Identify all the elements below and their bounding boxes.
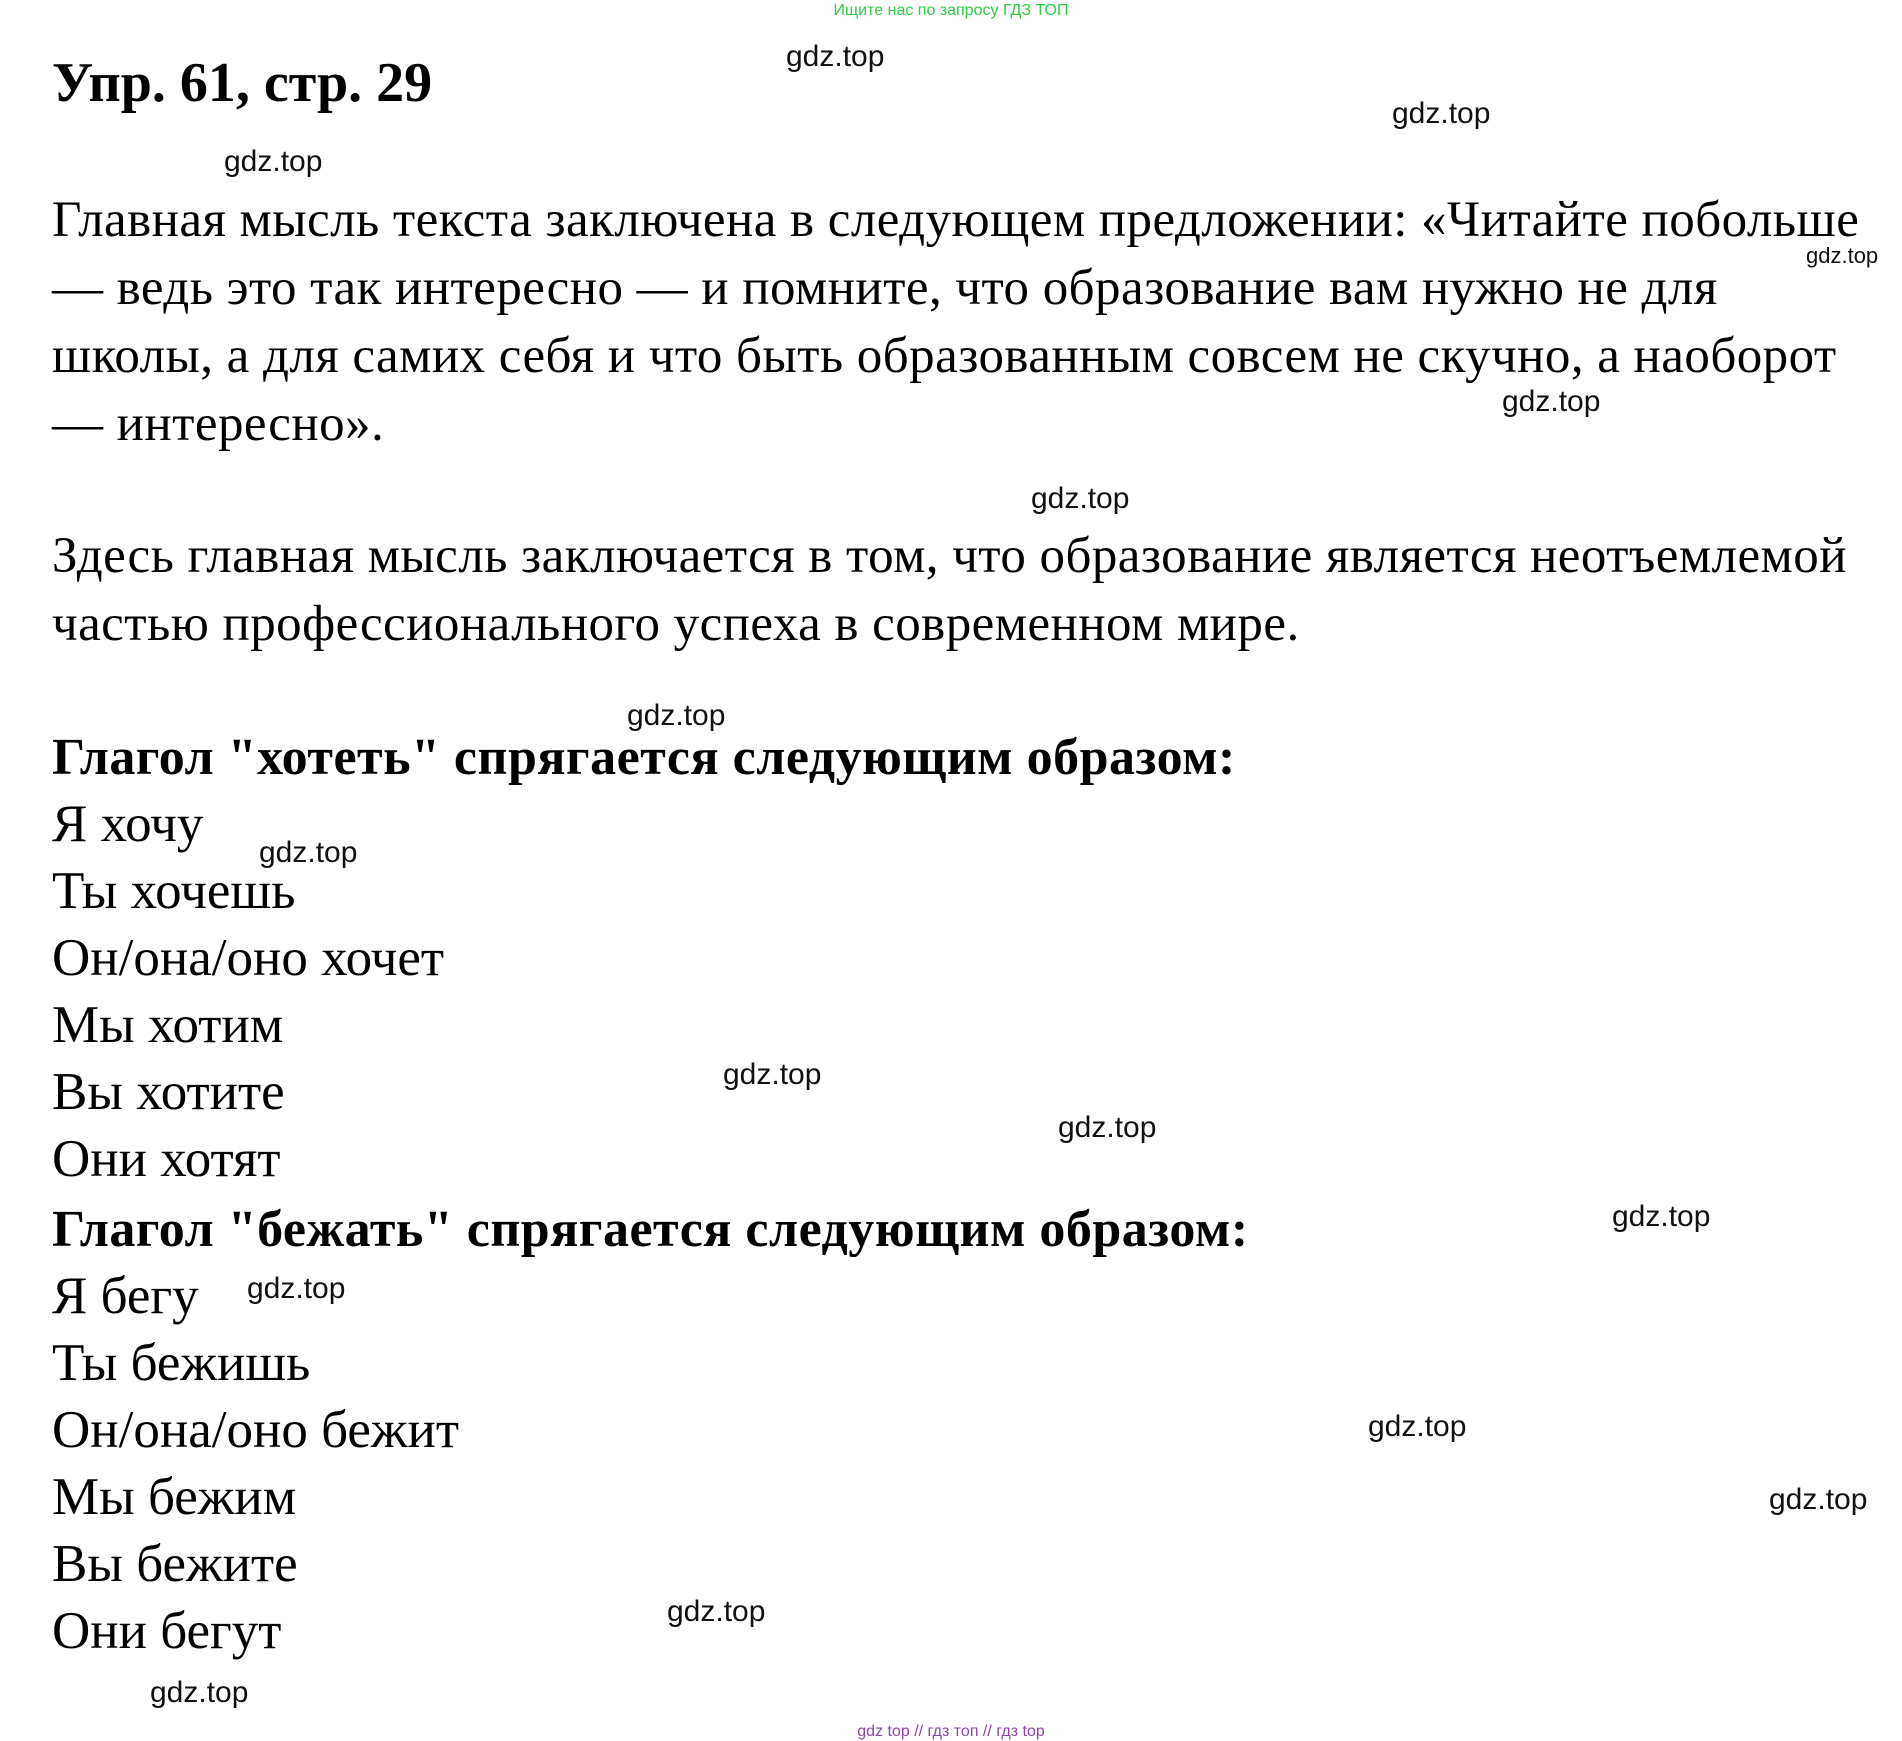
conjugation-heading-khotet: Глагол "хотеть" спрягается следующим образом:: [52, 729, 1236, 786]
watermark: gdz.top: [786, 40, 885, 73]
watermark: gdz.top: [259, 836, 358, 869]
watermark: gdz.top: [723, 1058, 822, 1091]
watermark: gdz.top: [247, 1272, 346, 1305]
top-search-note: Ищите нас по запросу ГДЗ ТОП: [833, 2, 1069, 19]
main-idea-paragraph: Главная мысль текста заключена в следующем предложении: «Читайте побольше — ведь это так интересно — и помните, что образование вам нужно не для школы, а для самих себя и что быть образованным совсем не скучно, а наоборот — интересно».: [52, 192, 1860, 452]
verb-form: Мы хотим: [52, 996, 284, 1054]
exercise-title: Упр. 61, стр. 29: [52, 52, 433, 114]
verb-form: Он/она/оно бежит: [52, 1401, 460, 1459]
watermark: gdz.top: [1806, 243, 1879, 268]
watermark: gdz.top: [224, 145, 323, 178]
verb-form: Он/она/оно хочет: [52, 929, 445, 987]
verb-form: Они бегут: [52, 1602, 282, 1660]
footer-watermark: gdz top // гдз топ // гдз top: [857, 1723, 1045, 1740]
watermark: gdz.top: [1058, 1111, 1157, 1144]
watermark: gdz.top: [1502, 385, 1601, 418]
explanation-paragraph: Здесь главная мысль заключается в том, что образование является неотъемлемой частью профессионального успеха в современном мире.: [52, 528, 1847, 652]
verb-form: Я бегу: [52, 1267, 199, 1325]
conjugation-list-khotet: [52, 791, 444, 1193]
watermark: gdz.top: [1769, 1483, 1868, 1516]
watermark: gdz.top: [627, 699, 726, 732]
verb-form: Вы хотите: [52, 1063, 285, 1121]
verb-form: Я хочу: [52, 795, 204, 853]
conjugation-heading-bezhat: Глагол "бежать" спрягается следующим образом:: [52, 1201, 1249, 1258]
watermark: gdz.top: [1612, 1200, 1711, 1233]
conjugation-list-bezhat: [52, 1263, 459, 1665]
verb-form: Вы бежите: [52, 1535, 298, 1593]
watermark: gdz.top: [1031, 482, 1130, 515]
verb-form: Они хотят: [52, 1130, 281, 1188]
verb-form: Мы бежим: [52, 1468, 297, 1526]
verb-form: Ты хочешь: [52, 862, 296, 920]
watermark: gdz.top: [667, 1595, 766, 1628]
verb-form: Ты бежишь: [52, 1334, 311, 1392]
watermark: gdz.top: [1368, 1410, 1467, 1443]
watermark: gdz.top: [1392, 97, 1491, 130]
watermark: gdz.top: [150, 1676, 249, 1709]
